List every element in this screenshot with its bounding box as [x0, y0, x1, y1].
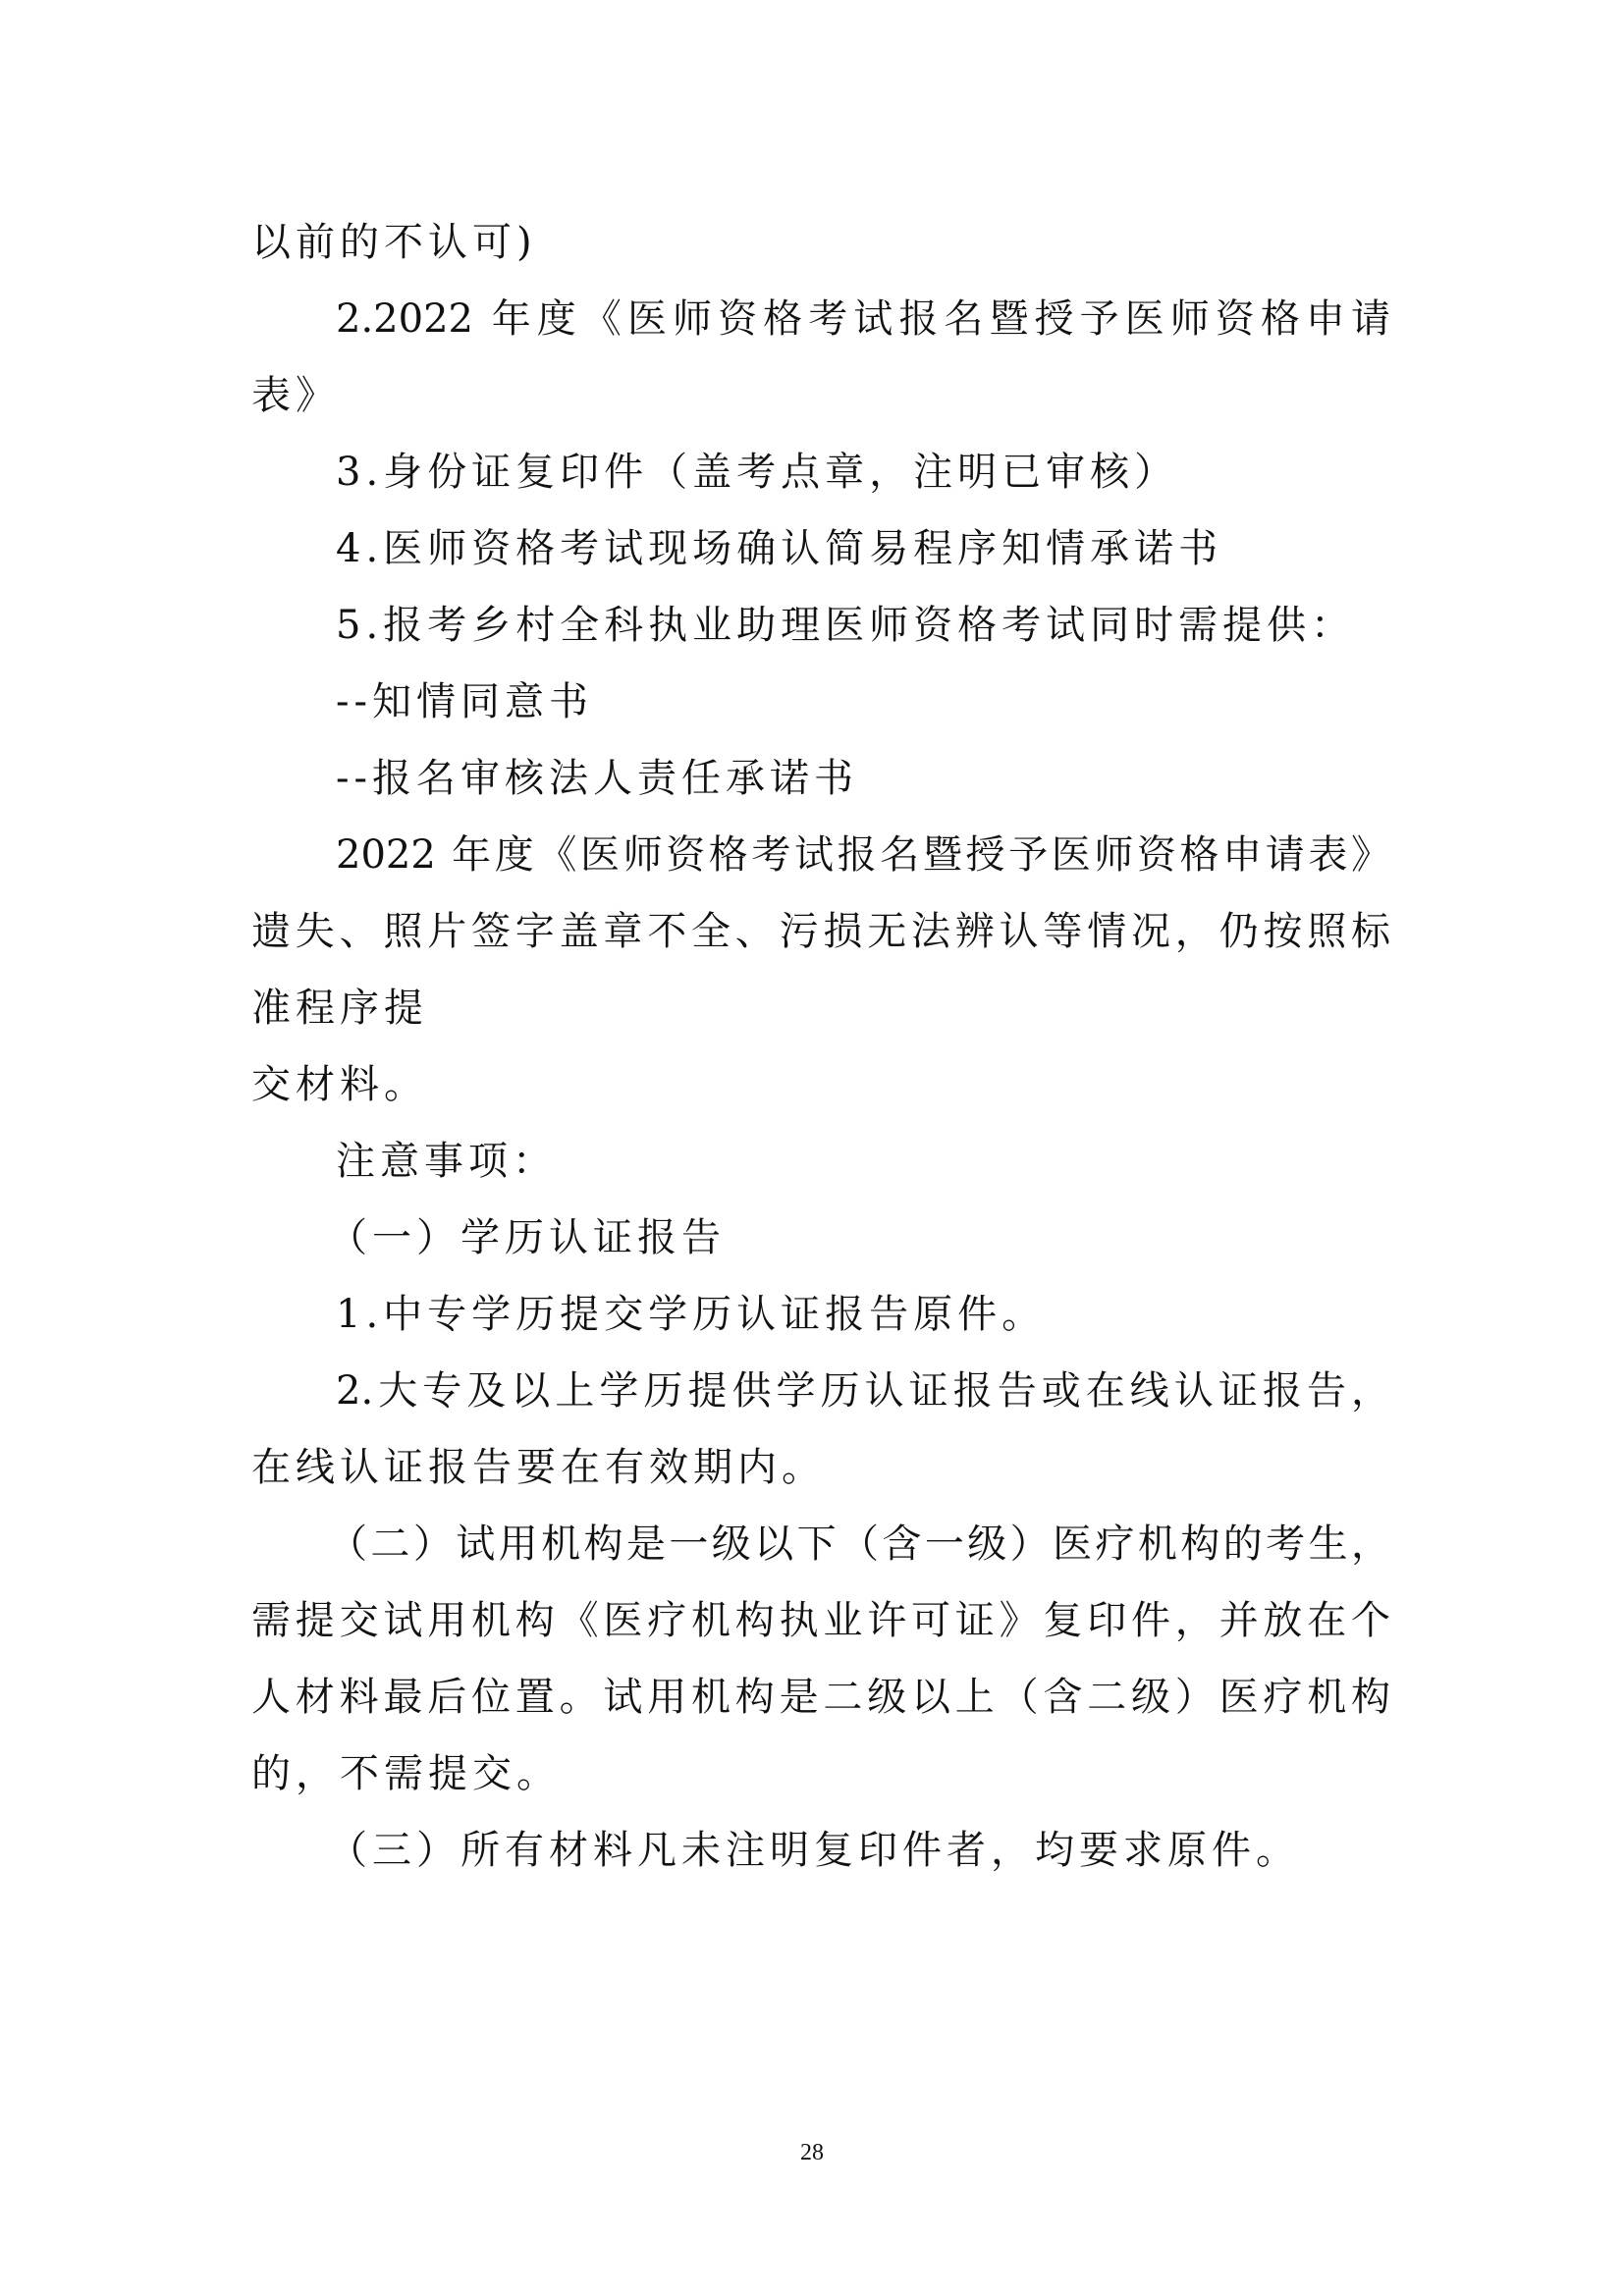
- text-line: 遗失、照片签字盖章不全、污损无法辨认等情况，仍按照标: [251, 909, 1390, 954]
- text-line: （二）试用机构是一级以下（含一级）医疗机构的考生，: [328, 1522, 1390, 1567]
- text-line: 在线认证报告要在有效期内。: [251, 1445, 826, 1490]
- text-line: 1.中专学历提交学历认证报告原件。: [336, 1292, 1047, 1337]
- text-line: 4.医师资格考试现场确认简易程序知情承诺书: [336, 526, 1223, 571]
- text-line: --知情同意书: [336, 679, 594, 724]
- text-line: 3.身份证复印件（盖考点章，注明已审核）: [336, 450, 1179, 495]
- text-line: 交材料。: [251, 1062, 428, 1107]
- text-line: （三）所有材料凡未注明复印件者，均要求原件。: [328, 1828, 1300, 1873]
- text-line: 2.2022 年度《医师资格考试报名暨授予医师资格申请: [336, 296, 1390, 342]
- text-line: 注意事项：: [336, 1139, 557, 1184]
- text-line: 人材料最后位置。试用机构是二级以上（含二级）医疗机构: [251, 1675, 1390, 1720]
- text-line: 5.报考乡村全科执业助理医师资格考试同时需提供：: [336, 603, 1356, 648]
- text-line: 以前的不认可): [251, 220, 537, 265]
- text-line: 2.大专及以上学历提供学历认证报告或在线认证报告，: [336, 1368, 1390, 1414]
- text-line: 的，不需提交。: [251, 1751, 561, 1796]
- text-line: 表》: [251, 373, 340, 418]
- text-line: 准程序提: [251, 986, 428, 1031]
- text-line: （一）学历认证报告: [328, 1215, 726, 1260]
- text-line: 需提交试用机构《医疗机构执业许可证》复印件，并放在个: [251, 1598, 1390, 1643]
- text-line: --报名审核法人责任承诺书: [336, 756, 859, 801]
- text-line: 2022 年度《医师资格考试报名暨授予医师资格申请表》: [336, 832, 1390, 878]
- page-number: 28: [800, 2140, 824, 2165]
